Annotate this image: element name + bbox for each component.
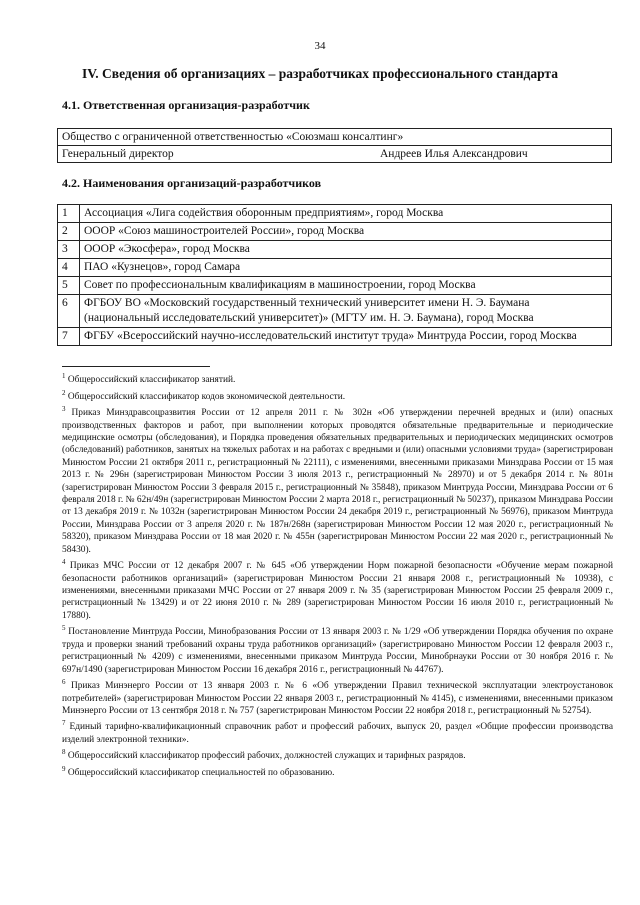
- row-number: 6: [58, 295, 80, 328]
- footnote: [62, 746, 613, 763]
- organization-name: ПАО «Кузнецов», город Самара: [80, 259, 612, 277]
- footnote: [62, 370, 613, 387]
- footnote-text: Постановление Минтруда России, Минобразования России от 13 января 2003 г. № 1/29 «Об утверждении Порядка обучения по охране труда и проверки знаний требований охраны труда работников организаций» (зарегистрировано Минюстом России 12 февраля 2003 г., регистрационный № 4209) с изменениями, внесенными приказом Минтруда России, Минобрнауки России от 30 ноября 2016 г. № 697н/1490 (зарегистрирован Минюстом России 16 декабря 2016 г., регистрационный № 44767).: [62, 627, 613, 675]
- table-row: [58, 295, 612, 328]
- developers-heading: 4.2. Наименования организаций-разработчиков: [62, 176, 322, 190]
- row-number: 1: [58, 205, 80, 223]
- organization-name: Совет по профессиональным квалификациям в машиностроении, город Москва: [80, 277, 612, 295]
- footnote-text: Общероссийский классификатор кодов экономической деятельности.: [67, 391, 346, 402]
- footnote-number: 2: [62, 388, 66, 397]
- footnote-text: Общероссийский классификатор специальностей по образованию.: [67, 767, 335, 778]
- responsible-heading: 4.1. Ответственная организация-разработчик: [62, 98, 310, 112]
- responsible-position: Генеральный директор: [62, 148, 174, 160]
- footnote-number: 9: [62, 764, 66, 773]
- footnote-text: Общероссийский классификатор занятий.: [67, 375, 236, 386]
- responsible-organization-name: Общество с ограниченной ответственностью «Союзмаш консалтинг»: [58, 129, 612, 146]
- organization-name: ОООР «Экосфера», город Москва: [80, 241, 612, 259]
- footnote: [62, 556, 613, 622]
- table-row: [58, 205, 612, 223]
- section-title: IV. Сведения об организациях – разработчиках профессионального стандарта: [82, 66, 558, 81]
- footnote-number: 4: [62, 558, 66, 567]
- footnote-divider: [62, 366, 210, 367]
- table-row: [58, 259, 612, 277]
- footnote-number: 5: [62, 624, 66, 633]
- footnote-number: 7: [62, 719, 66, 728]
- footnote-text: Приказ МЧС России от 12 декабря 2007 г. № 645 «Об утверждении Норм пожарной безопасности «Обучение мерам пожарной безопасности работников организаций» (зарегистрирован Минюстом России 21 января 2008 г., регистрационный № 10938), с изменениями, внесенными приказами МЧС России от 27 января 2009 г. № 35 (зарегистрирован Минюстом России 25 февраля 2009 г., регистрационный № 13429) и от 22 июня 2010 г. № 289 (зарегистрирован Минюстом России 16 июля 2010 г., регистрационный № 17880).: [62, 561, 613, 621]
- organization-name: ФГБОУ ВО «Московский государственный технический университет имени Н. Э. Баумана (национальный исследовательский университет)» (МГТУ им. Н. Э. Баумана), город Москва: [80, 295, 612, 328]
- footnote-number: 1: [62, 372, 66, 380]
- footnote-number: 6: [62, 677, 66, 686]
- footnote-number: 8: [62, 748, 66, 757]
- footnote: [62, 403, 613, 556]
- organization-name: Ассоциация «Лига содействия оборонным предприятиям», город Москва: [80, 205, 612, 223]
- footnote-number: 3: [62, 405, 66, 414]
- footnote: [62, 676, 613, 717]
- page-number: 34: [314, 40, 326, 52]
- responsible-signatory: [58, 146, 612, 163]
- table-row: [58, 241, 612, 259]
- table-row: [58, 277, 612, 295]
- footnote: [62, 622, 613, 676]
- table-row: [58, 146, 612, 163]
- footnote-text: Общероссийский классификатор профессий рабочих, должностей служащих и тарифных разрядов.: [67, 751, 466, 762]
- responsible-person: Андреев Илья Александрович: [380, 148, 528, 160]
- row-number: 2: [58, 223, 80, 241]
- footnote-text: Приказ Минэнерго России от 13 января 2003 г. № 6 «Об утверждении Правил технической эксплуатации электроустановок потребителей» (зарегистрирован Минюстом России 22 января 2003 г., регистрационный № 4145), с изменениями, внесенными приказом Минэнерго России от 13 сентября 2018 г. № 757 (зарегистрирован Минюстом России 22 ноября 2018 г., регистрационный № 52754).: [62, 681, 613, 716]
- table-row: [58, 328, 612, 346]
- responsible-organization-table: [57, 128, 612, 163]
- footnote-text: Приказ Минздравсоцразвития России от 12 апреля 2011 г. № 302н «Об утверждении перечней вредных и (или) опасных производственных факторов и работ, при выполнении которых проводятся обязательные предварительные и периодические медицинские осмотры (обследования), и Порядка проведения обязательных предварительных и периодических медицинских осмотров (обследований) работников, занятых на тяжелых работах и на работах с вредными и (или) опасными условиями труда» (зарегистрирован Минюстом России 21 октября 2011 г., регистрационный № 22111), с изменениями, внесенными приказами Минздрава России от 15 мая 2013 г. № 296н (зарегистрирован Минюстом России 3 июля 2013 г., регистрационный № 28970) и от 5 декабря 2014 г. № 801н (зарегистрирован Минюстом России 3 февраля 2015 г., регистрационный № 35848), приказом Минтруда России, Минздрава России от 6 февраля 2018 г. № 62н/49н (зарегистрирован Минюстом России 2 марта 2018 г., регистрационный № 50237), приказом Минздрава России от 13 декабря 2019 г. № 1032н (зарегистрирован Минюстом России 24 декабря 2019 г., регистрационный № 56976), приказом Минтруда России, Минздрава России от 3 апреля 2020 г. № 187н/268н (зарегистрирован Минюстом России 12 мая 2020 г., регистрационный № 58320), приказом Минздрава России от 18 мая 2020 г. № 455н (зарегистрирован Минюстом России 22 мая 2020 г., регистрационный № 58430).: [62, 408, 614, 555]
- footnote: [62, 717, 613, 746]
- developer-organizations-table: [57, 204, 612, 346]
- row-number: 5: [58, 277, 80, 295]
- footnotes: [62, 370, 613, 779]
- footnote-text: Единый тарифно-квалификационный справочник работ и профессий рабочих, выпуск 20, раздел «Общие профессии производства изделий электронной техники».: [62, 722, 613, 745]
- footnote: [62, 387, 613, 404]
- row-number: 3: [58, 241, 80, 259]
- row-number: 7: [58, 328, 80, 346]
- row-number: 4: [58, 259, 80, 277]
- organization-name: ФГБУ «Всероссийский научно-исследовательский институт труда» Минтруда России, город Москва: [80, 328, 612, 346]
- table-row: [58, 129, 612, 146]
- table-row: [58, 223, 612, 241]
- organization-name: ОООР «Союз машиностроителей России», город Москва: [80, 223, 612, 241]
- footnote: [62, 763, 613, 780]
